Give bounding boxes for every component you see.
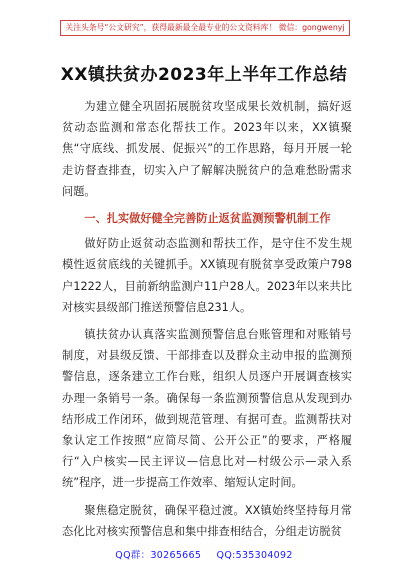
- paragraph-stability: 聚焦稳定脱贫，确保平稳过渡。XX镇始终坚持每月常态化比对核实预警信息和集中排查相结合，分组走访脱贫: [62, 503, 352, 538]
- document-body: [62, 96, 352, 548]
- promo-banner: 关注头条号“公文研究”，获得最新最全最专业的公文资料库！ 微信：gongwenyj: [60, 20, 350, 36]
- paragraph-intro: 为建立健全巩固拓展脱贫攻坚成果长效机制，搞好返贫动态监测和常态化帮扶工作。2023年以来，XX镇聚焦“守底线、抓发展、促振兴”的工作思路，每月开展一轮走访督查排查，切实入户了解解决脱贫户的急难愁盼需求问题。: [62, 100, 352, 198]
- page-footer: [0, 547, 408, 561]
- footer-qq-number: QQ:535304092: [216, 550, 293, 561]
- footer-qq-group: QQ群：30265665: [115, 550, 202, 561]
- paragraph-monitoring: 做好防止返贫动态监测和帮扶工作，是守住不发生规模性返贫底线的关键抓手。XX镇现有脱贫享受政策户798户1222人，目前新纳监测户11户28人。2023年以来共比对核实县级部门推送预警信息231人。: [62, 237, 352, 314]
- section-heading-1: 一、扎实做好健全完善防止返贫监测预警机制工作: [84, 212, 331, 226]
- paragraph-ledger: 镇扶贫办认真落实监测预警信息台账管理和对账销号制度，对县级反馈、干部排查以及群众主动申报的监测预警信息，逐条建立工作台账，组织人员逐户开展调查核实办理一条销号一条。确保每一条监测预警信息从发现到办结形成工作闭环，做到规范管理、有据可查。监测帮扶对象认定工作按照“应简尽简、公开公正”的要求，严格履行“入户核实—民主评议—信息比对—村级公示—录入系统”程序，进一步提高工作效率、缩短认定时间。: [62, 328, 352, 490]
- page-title: XX镇扶贫办2023年上半年工作总结: [60, 65, 348, 85]
